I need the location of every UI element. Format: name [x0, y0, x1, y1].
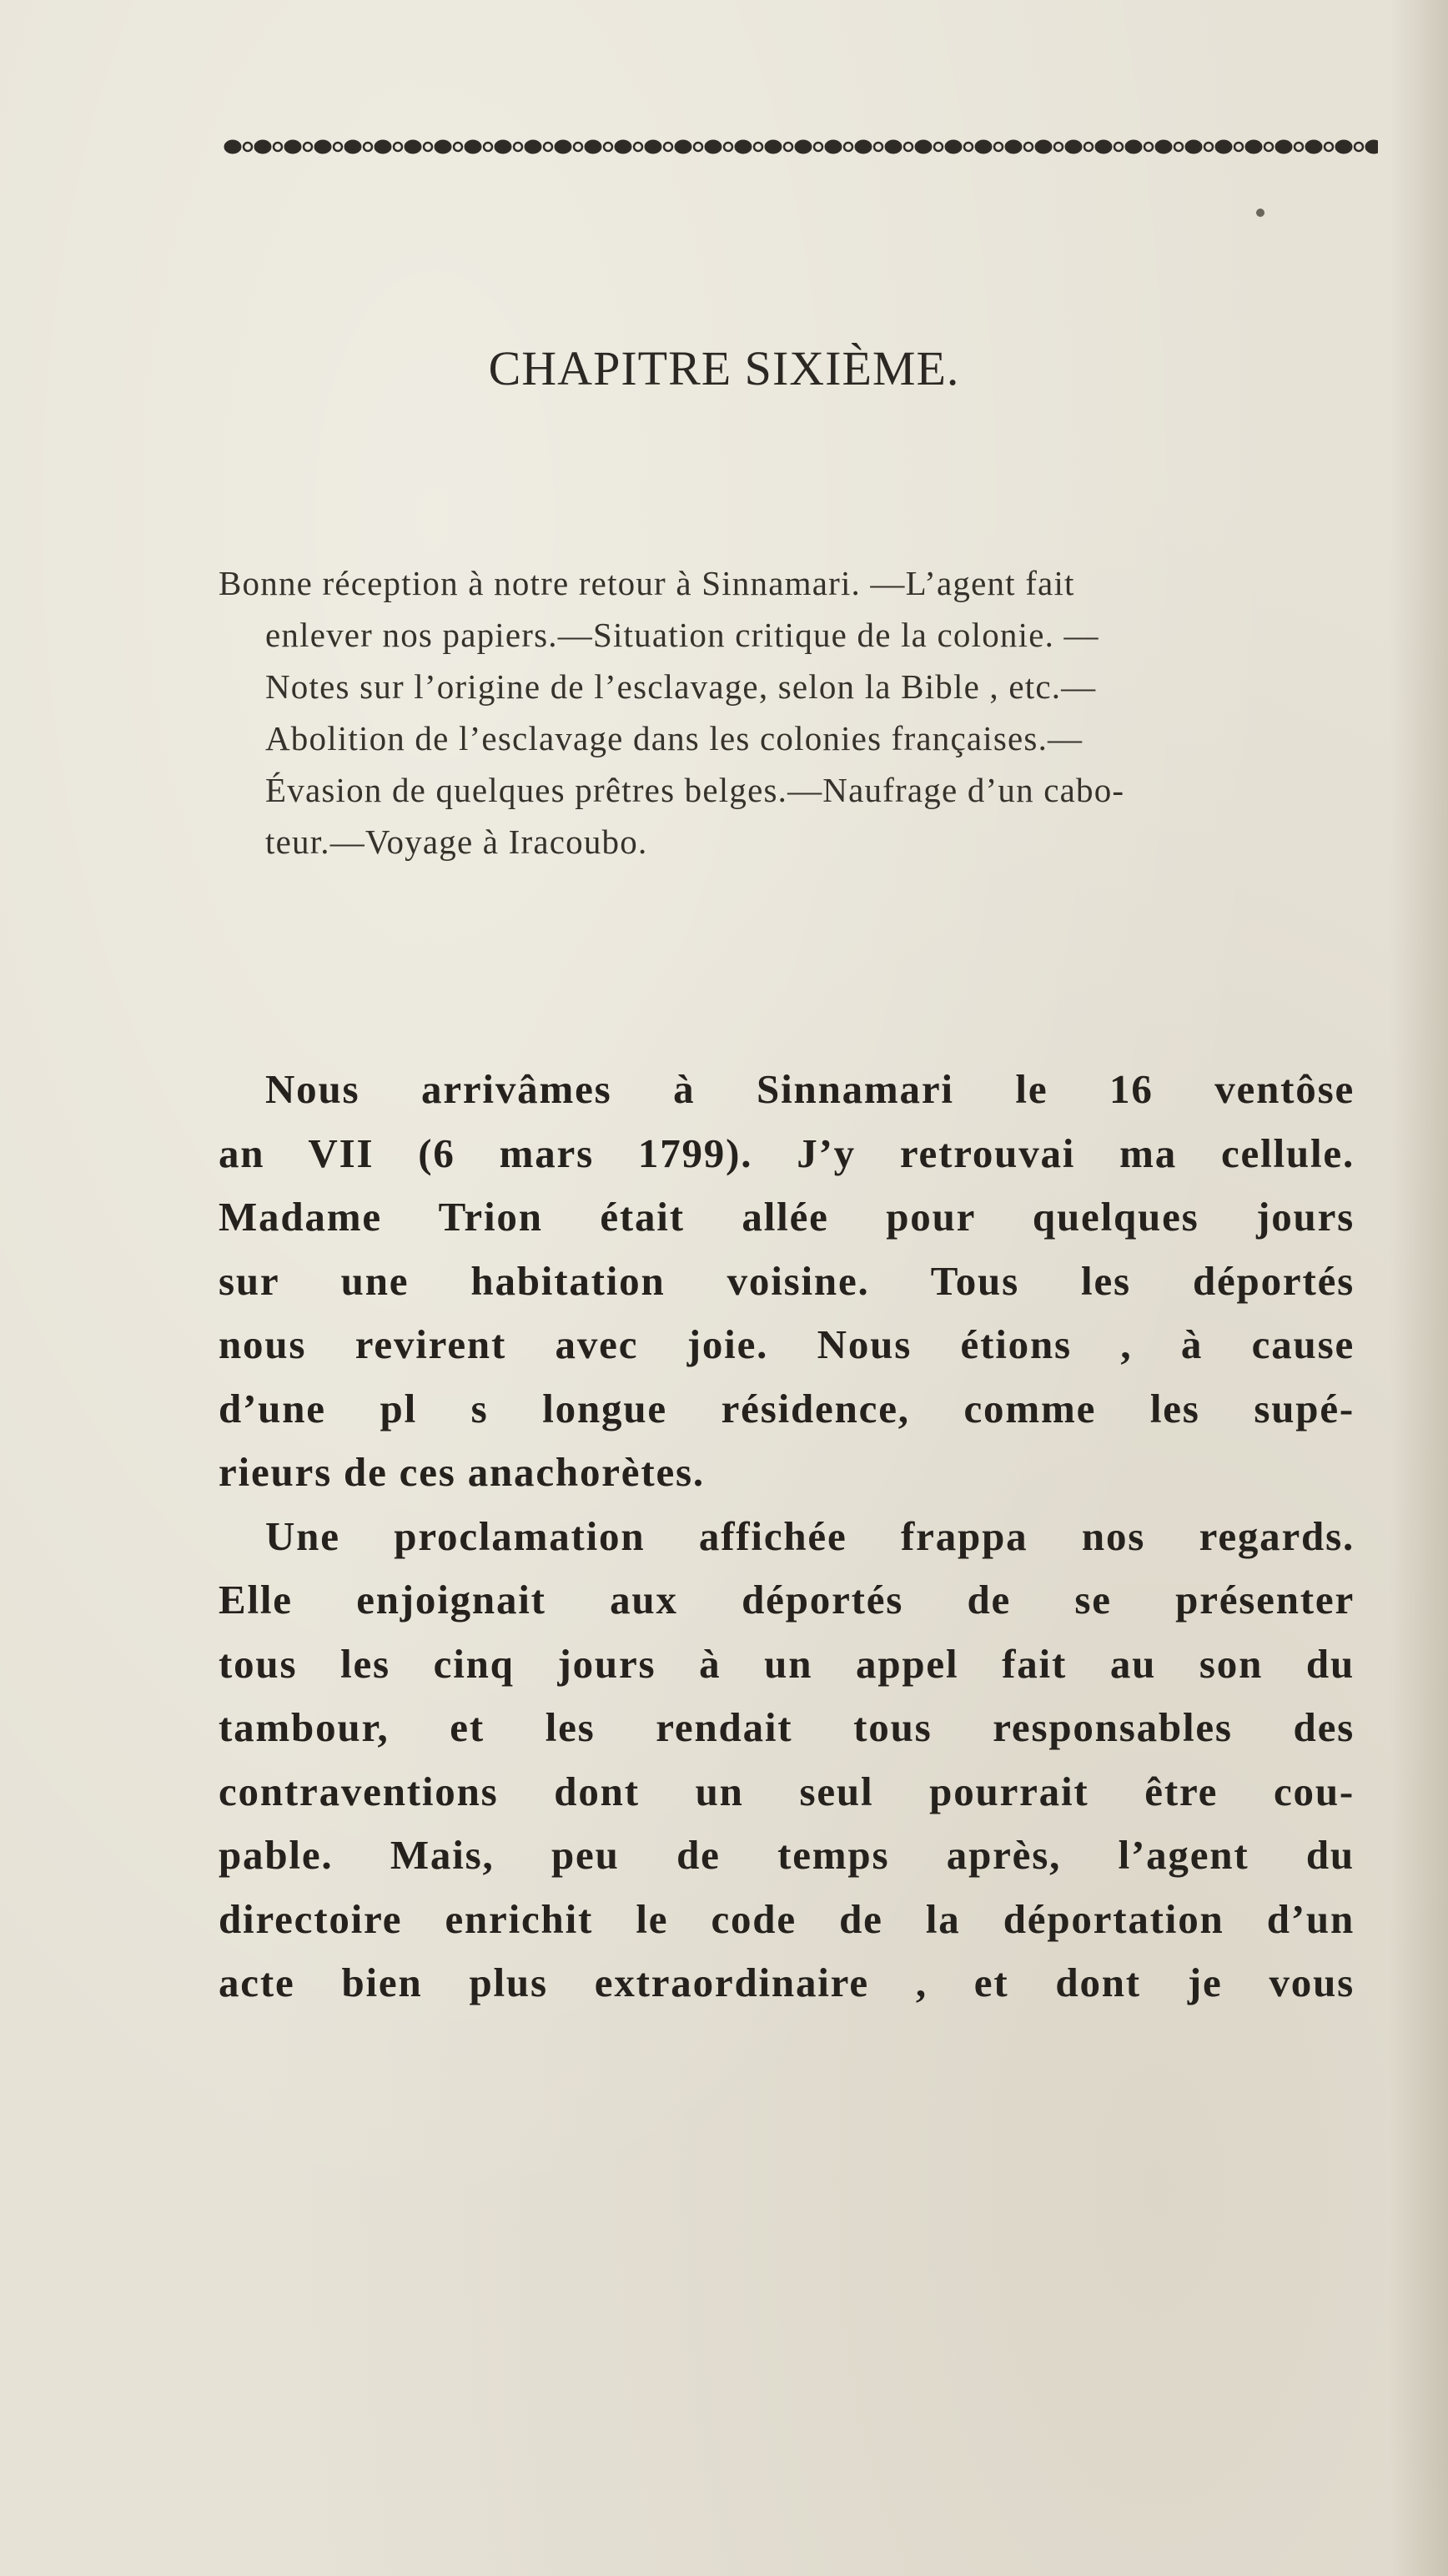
ink-speck-icon	[1256, 209, 1264, 217]
summary-line: Évasion de quelques prêtres belges.—Naufrage d’un cabo-	[265, 771, 1125, 809]
summary-line: Abolition de l’esclavage dans les colonies françaises.—	[265, 719, 1083, 757]
text-line: an VII (6 mars 1799). J’y retrouvai ma cellule.	[219, 1130, 1355, 1176]
ornament-ring	[964, 143, 973, 151]
ornament-ring	[874, 143, 882, 151]
ornament-ring	[514, 143, 522, 151]
ornament-leaf	[735, 140, 752, 153]
ornament-ring	[574, 143, 582, 151]
ornament-leaf	[1125, 140, 1142, 153]
ornament-leaf	[645, 140, 661, 153]
ornament-ring	[1355, 143, 1363, 151]
ornament-leaf	[1095, 140, 1112, 153]
ornament-leaf	[1365, 140, 1378, 153]
ornament-leaf	[375, 140, 391, 153]
ornament-leaf	[945, 140, 962, 153]
ornament-leaf	[344, 140, 361, 153]
text-line: tambour, et les rendait tous responsables des	[219, 1704, 1355, 1750]
text-line: directoire enrichit le code de la déportation d’un	[219, 1895, 1355, 1942]
body-text	[219, 1058, 1355, 2015]
ornament-ring	[1234, 143, 1243, 151]
ornament-ring	[1325, 143, 1333, 151]
ornament-leaf	[435, 140, 451, 153]
ornament-ring	[454, 143, 462, 151]
chapter-summary	[219, 557, 1355, 868]
ornament-ring	[844, 143, 852, 151]
ornament-leaf	[1275, 140, 1292, 153]
ornament-ring	[274, 143, 282, 151]
ornament-ring	[994, 143, 1003, 151]
ornament-leaf	[765, 140, 782, 153]
ornament-ring	[934, 143, 943, 151]
ornament-leaf	[675, 140, 691, 153]
ornament-ring	[664, 143, 672, 151]
ornament-ring	[544, 143, 552, 151]
ornament-ring	[754, 143, 762, 151]
text-line: pable. Mais, peu de temps après, l’agent du	[219, 1832, 1355, 1878]
ornament-leaf	[795, 140, 812, 153]
ornament-ring	[1114, 143, 1123, 151]
ornament-ring	[1264, 143, 1273, 151]
ornament-leaf	[1155, 140, 1172, 153]
text-line: sur une habitation voisine. Tous les déportés	[219, 1257, 1355, 1304]
ornament-ring	[334, 143, 342, 151]
ornament-leaf	[1035, 140, 1052, 153]
ornament-ring	[394, 143, 402, 151]
ornament-ring	[424, 143, 432, 151]
ornament-leaf	[1185, 140, 1202, 153]
text-line: d’une pl s longue résidence, comme les supé-	[219, 1385, 1355, 1431]
text-line: contraventions dont un seul pourrait être cou-	[219, 1768, 1355, 1814]
text-line: nous revirent avec joie. Nous étions , à cause	[219, 1321, 1355, 1367]
ornament-leaf	[284, 140, 301, 153]
text-line: Madame Trion était allée pour quelques jours	[219, 1194, 1355, 1240]
ornament-ring	[364, 143, 372, 151]
chapter-title: CHAPITRE SIXIÈME.	[488, 341, 960, 395]
text-line: Elle enjoignait aux déportés de se présenter	[219, 1577, 1355, 1623]
ornament-ring	[904, 143, 913, 151]
summary-line: enlever nos papiers.—Situation critique de la colonie. —	[265, 616, 1099, 654]
ornament-ring	[724, 143, 732, 151]
summary-line: teur.—Voyage à Iracoubo.	[265, 823, 648, 861]
summary-line: Notes sur l’origine de l’esclavage, selon la Bible , etc.—	[265, 667, 1097, 706]
ornament-ring	[1144, 143, 1153, 151]
ornament-ring	[784, 143, 792, 151]
ornament-leaf	[224, 140, 241, 153]
ornament-ring	[694, 143, 702, 151]
ornament-leaf	[254, 140, 271, 153]
text-line: acte bien plus extraordinaire , et dont je vous	[219, 1960, 1355, 2005]
ornament-leaf	[1305, 140, 1322, 153]
text-line: Une proclamation affichée frappa nos regards.	[265, 1512, 1355, 1559]
ornament-ring	[814, 143, 822, 151]
summary-line: Bonne réception à notre retour à Sinnamari. —L’agent fait	[219, 564, 1075, 602]
ornament-ring	[1024, 143, 1033, 151]
ornament-leaf	[1005, 140, 1022, 153]
ornament-leaf	[825, 140, 842, 153]
ornament-ring	[244, 143, 252, 151]
ornament-leaf	[705, 140, 721, 153]
paragraph-1	[219, 1058, 1355, 1505]
ornament-leaf	[615, 140, 631, 153]
text-line: Nous arrivâmes à Sinnamari le 16 ventôse	[265, 1066, 1355, 1112]
ornament-leaf	[1065, 140, 1082, 153]
ornament-leaf	[855, 140, 872, 153]
ornament-leaf	[885, 140, 902, 153]
ornament-ring	[1084, 143, 1093, 151]
ornament-leaf	[525, 140, 541, 153]
ornament-leaf	[1335, 140, 1352, 153]
ornament-leaf	[1245, 140, 1262, 153]
decorative-border-icon	[219, 132, 1378, 162]
ornament-ring	[484, 143, 492, 151]
ornament-ring	[604, 143, 612, 151]
ornament-ring	[1295, 143, 1303, 151]
ornament-leaf	[975, 140, 992, 153]
ornament-leaf	[495, 140, 511, 153]
ornament-ring	[1054, 143, 1063, 151]
paragraph-2	[219, 1505, 1355, 2015]
page-fold-shadow	[1390, 0, 1448, 2576]
text-line: tous les cinq jours à un appel fait au son du	[219, 1640, 1355, 1687]
ornament-leaf	[405, 140, 421, 153]
ornament-ring	[1204, 143, 1213, 151]
ornament-leaf	[1215, 140, 1232, 153]
ornament-leaf	[314, 140, 331, 153]
ornament-leaf	[555, 140, 571, 153]
ornament-leaf	[465, 140, 481, 153]
ornament-ring	[634, 143, 642, 151]
ornament-leaf	[915, 140, 932, 153]
ornament-leaf	[585, 140, 601, 153]
ornament-ring	[304, 143, 312, 151]
text-line: rieurs de ces anachorètes.	[219, 1449, 705, 1495]
ornament-ring	[1174, 143, 1183, 151]
